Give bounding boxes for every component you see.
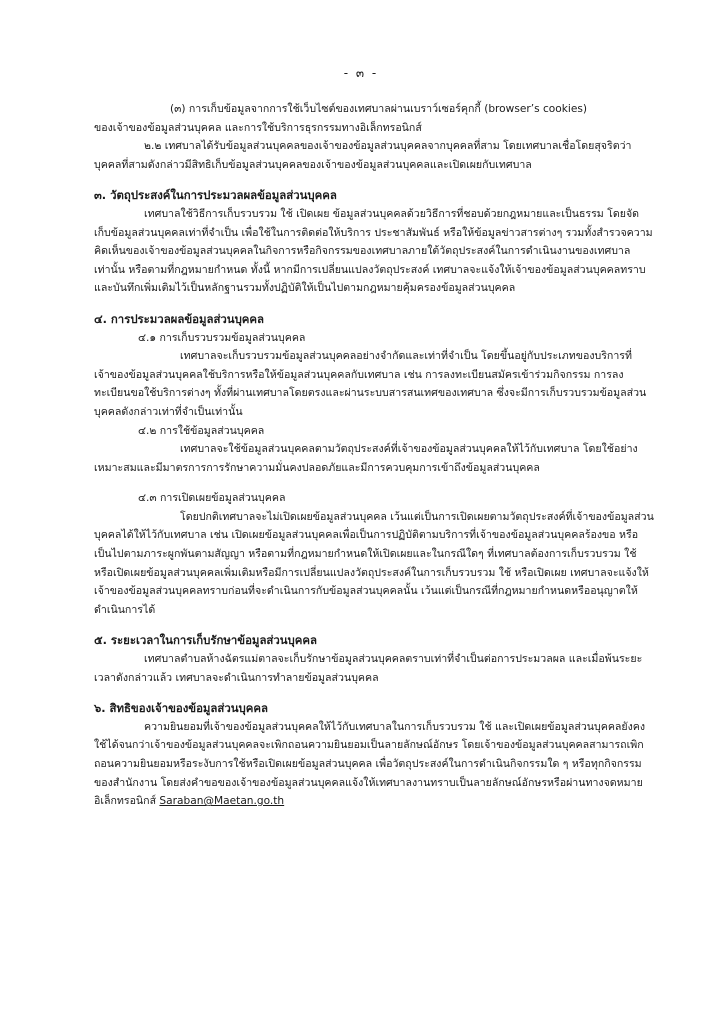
section2-item22: ๒.๒ เทศบาลได้รับข้อมูลส่วนบุคคลของเจ้าของข้อมูลส่วนบุคคลจากบุคคลที่สาม โดยเทศบาลเชื่อโดยสุจริตว่าบุคคลที่สามดังกล่าวมีสิทธิเก็บข้อมูลส่วนบุคคลของเจ้าของข้อมูลส่วนบุคคลและเปิดเผยกับเทศบาล bbox=[94, 140, 632, 171]
section3-heading: ๓. วัตถุประสงค์ในการประมวลผลข้อมูลส่วนบุคคล bbox=[94, 188, 337, 203]
section6-body bbox=[94, 718, 654, 811]
section4-heading: ๔. การประมวลผลข้อมูลส่วนบุคคล bbox=[94, 311, 265, 326]
section5-heading: ๕. ระยะเวลาในการเก็บรักษาข้อมูลส่วนบุคคล bbox=[94, 633, 318, 648]
page-number: - ๓ - bbox=[343, 66, 379, 80]
section4-2-title: ๔.๒ การใช้ข้อมูลส่วนบุคคล bbox=[138, 424, 265, 437]
section4-2-body: เทศบาลจะใช้ข้อมูลส่วนบุคคลตามวัตถุประสงค์ที่เจ้าของข้อมูลส่วนบุคคลให้ไว้กับเทศบาล โดยใช้อย่างเหมาะสมและมีมาตรการการรักษาความมั่นคงปลอดภัยและมีการควบคุมการเข้าถึงข้อมูลส่วนบุคคล bbox=[94, 443, 638, 474]
section4-1-body: เทศบาลจะเก็บรวบรวมข้อมูลส่วนบุคคลอย่างจำกัดและเท่าที่จำเป็น โดยขึ้นอยู่กับประเภทของบริการที่เจ้าของข้อมูลส่วนบุคคลใช้บริการหรือให้ข้อมูลส่วนบุคคลกับเทศบาล เช่น การลงทะเบียนสมัครเข้าร่วมกิจกรรม การลงทะเบียนขอใช้บริการต่างๆ ทั้งที่ผ่านเทศบาลโดยตรงและผ่านระบบสารสนเทศของเทศบาล ซึ่งจะมีการเก็บรวบรวมข้อมูลส่วนบุคคลดังกล่าวเท่าที่จำเป็นเท่านั้น bbox=[94, 350, 647, 418]
section4-3-body: โดยปกติเทศบาลจะไม่เปิดเผยข้อมูลส่วนบุคคล เว้นแต่เป็นการเปิดเผยตามวัตถุประสงค์ที่เจ้าของข้อมูลส่วนบุคคลได้ให้ไว้กับเทศบาล เช่น เปิดเผยข้อมูลส่วนบุคคลเพื่อเป็นการปฏิบัติตามบริการที่เจ้าของข้อมูลส่วนบุคคลร้องขอ หรือเป็นไปตามภาระผูกพันตามสัญญา หรือตามที่กฎหมายกำหนดให้เปิดเผยและในกรณีใดๆ ที่เทศบาลต้องการเก็บรวบรวม ใช้ หรือเปิดเผยข้อมูลส่วนบุคคลเพิ่มเติมหรือมีการเปลี่ยนแปลงวัตถุประสงค์ในการเก็บรวบรวม ใช้ หรือเปิดเผย เทศบาลจะแจ้งให้เจ้าของข้อมูลส่วนบุคคลทราบก่อนที่จะดำเนินการกับข้อมูลส่วนบุคคลนั้น เว้นแต่เป็นกรณีที่กฎหมายกำหนดหรืออนุญาตให้ดำเนินการได้ bbox=[94, 510, 654, 616]
section5-body: เทศบาลตำบลห้างฉัตรแม่ตาลจะเก็บรักษาข้อมูลส่วนบุคคลตราบเท่าที่จำเป็นต่อการประมวลผล และเมื่อพ้นระยะเวลาดังกล่าวแล้ว เทศบาลจะดำเนินการทำลายข้อมูลส่วนบุคคล bbox=[94, 653, 643, 684]
section6-heading: ๖. สิทธิของเจ้าของข้อมูลส่วนบุคคล bbox=[94, 701, 268, 716]
section2-item3-line1: (๓) การเก็บข้อมูลจากการใช้เว็บไซต์ของเทศบาลผ่านเบราว์เซอร์คุกกี้ (browser’s cookies) bbox=[170, 103, 587, 115]
section4-1-title: ๔.๑ การเก็บรวบรวมข้อมูลส่วนบุคคล bbox=[138, 331, 306, 344]
document-body bbox=[94, 100, 654, 811]
email-link[interactable]: Saraban@Maetan.go.th bbox=[159, 795, 285, 808]
section2-item3-line2: ของเจ้าของข้อมูลส่วนบุคคล และการใช้บริการธุรกรรมทางอิเล็กทรอนิกส์ bbox=[94, 121, 422, 134]
section6-body-text: ความยินยอมที่เจ้าของข้อมูลส่วนบุคคลให้ไว้กับเทศบาลในการเก็บรวบรวม ใช้ และเปิดเผยข้อมูลส่วนบุคคลยังคงใช้ได้จนกว่าเจ้าของข้อมูลส่วนบุคคลจะเพิกถอนความยินยอมเป็นลายลักษณ์อักษร โดยเจ้าของข้อมูลส่วนบุคคลสามารถเพิกถอนความยินยอมหรือระงับการใช้หรือเปิดเผยข้อมูลส่วนบุคคล เพื่อวัตถุประสงค์ในการดำเนินกิจกรรมใด ๆ หรือทุกกิจกรรมของสำนักงาน โดยส่งคำขอของเจ้าของข้อมูลส่วนบุคคลแจ้งให้เทศบาลงานทราบเป็นลายลักษณ์อักษรหรือผ่านทางจดหมายอิเล็กทรอนิกส์ bbox=[94, 720, 646, 808]
section3-body: เทศบาลใช้วิธีการเก็บรวบรวม ใช้ เปิดเผย ข้อมูลส่วนบุคคลด้วยวิธีการที่ชอบด้วยกฎหมายและเป็นธรรม โดยจัดเก็บข้อมูลส่วนบุคคลเท่าที่จำเป็น เพื่อใช้ในการติดต่อให้บริการ ประชาสัมพันธ์ หรือให้ข้อมูลข่าวสารต่างๆ รวมทั้งสำรวจความคิดเห็นของเจ้าของข้อมูลส่วนบุคคลในกิจการหรือกิจกรรมของเทศบาลภายใต้วัตถุประสงค์ในการดำเนินงานของเทศบาลเท่านั้น หรือตามที่กฎหมายกำหนด ทั้งนี้ หากมีการเปลี่ยนแปลงวัตถุประสงค์ เทศบาลจะแจ้งให้เจ้าของข้อมูลส่วนบุคคลทราบ และบันทึกเพิ่มเติมไว้เป็นหลักฐานรวมทั้งปฏิบัติให้เป็นไปตามกฎหมายคุ้มครองข้อมูลส่วนบุคคล bbox=[94, 207, 653, 295]
section4-3-title: ๔.๓ การเปิดเผยข้อมูลส่วนบุคคล bbox=[138, 492, 286, 505]
